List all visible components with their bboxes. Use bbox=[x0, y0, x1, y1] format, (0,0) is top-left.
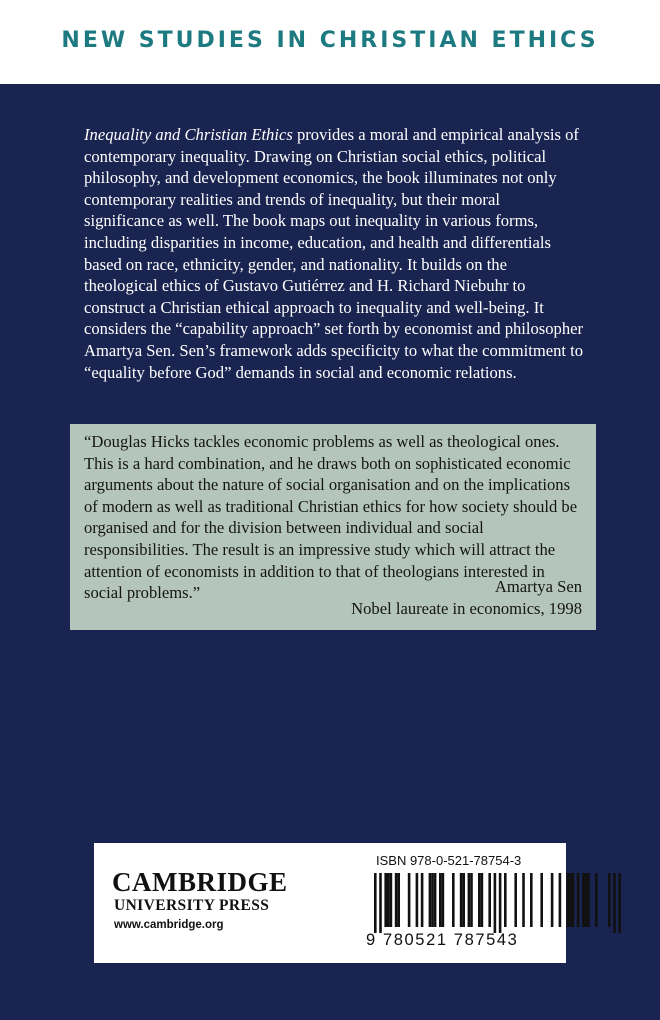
book-description bbox=[84, 124, 584, 383]
barcode-bar bbox=[559, 873, 562, 927]
barcode-bar bbox=[379, 873, 382, 933]
endorsement-box bbox=[70, 424, 596, 630]
barcode-bar bbox=[442, 873, 445, 927]
publisher-url: www.cambridge.org bbox=[114, 919, 224, 931]
endorser-name: Amartya Sen bbox=[494, 577, 582, 596]
barcode-bar bbox=[439, 873, 442, 927]
barcode-bar bbox=[613, 873, 616, 933]
barcode-bar bbox=[384, 873, 387, 927]
series-title: NEW STUDIES IN CHRISTIAN ETHICS bbox=[61, 27, 599, 53]
barcode-bar bbox=[416, 873, 419, 927]
barcode-bar bbox=[499, 873, 502, 933]
publisher-box bbox=[94, 843, 566, 963]
barcode-icon bbox=[374, 873, 632, 933]
barcode-bar bbox=[434, 873, 437, 927]
barcode-bar bbox=[522, 873, 525, 927]
barcode-bar bbox=[481, 873, 484, 927]
barcode-bar bbox=[460, 873, 463, 927]
barcode-digits: 9 780521 787543 bbox=[366, 931, 519, 949]
barcode-bar bbox=[504, 873, 507, 927]
barcode-bar bbox=[408, 873, 411, 927]
barcode-bar bbox=[468, 873, 471, 927]
barcode-bar bbox=[387, 873, 390, 927]
barcode-bar bbox=[462, 873, 465, 927]
endorser-role: Nobel laureate in economics, 1998 bbox=[351, 599, 582, 618]
barcode-bar bbox=[390, 873, 393, 927]
barcode-bar bbox=[577, 873, 580, 927]
barcode-bar bbox=[618, 873, 621, 933]
barcode-bar bbox=[608, 873, 611, 927]
description-text: provides a moral and empirical analysis of contemporary inequality. Drawing on Christian social ethics, political philosophy, and development economics, the book illuminates not only contemporary realities and trends of inequality, but their moral significance as well. The book maps out inequality in various forms, including disparities in income, education, and health and differentials based on race, ethnicity, gender, and nationality. It builds on the theological ethics of Gustavo Gutiérrez and H. Richard Niebuhr to construct a Christian ethical approach to inequality and well-being. It considers the “capability approach” set forth by economist and philosopher Amartya Sen. Sen’s framework adds specificity to what the commitment to “equality before God” demands in social and economic relations. bbox=[84, 125, 584, 382]
barcode-bar bbox=[429, 873, 432, 927]
barcode-bar bbox=[569, 873, 572, 927]
publisher-logo-press: UNIVERSITY PRESS bbox=[114, 897, 270, 914]
barcode-bar bbox=[582, 873, 585, 927]
barcode-bar bbox=[585, 873, 588, 927]
book-title: Inequality and Christian Ethics bbox=[84, 125, 293, 144]
publisher-logo-name: CAMBRIDGE bbox=[112, 867, 288, 897]
barcode-bar bbox=[595, 873, 598, 927]
barcode-bar bbox=[530, 873, 533, 927]
barcode-bar bbox=[540, 873, 543, 927]
barcode-bar bbox=[587, 873, 590, 927]
barcode-bar bbox=[431, 873, 434, 927]
endorsement-quote: “Douglas Hicks tackles economic problems as well as theological ones. This is a hard combination, and he draws both on sophisticated economic arguments about the nature of social organisation and on the implications of modern as well as traditional Christian ethics for how society should be organised and for the division between individual and social responsibilities. The result is an impressive study which will attract the attention of economists in addition to that of theologians interested in social problems.” bbox=[84, 432, 578, 603]
barcode-bar bbox=[551, 873, 554, 927]
series-header bbox=[0, 0, 660, 84]
barcode-bar bbox=[374, 873, 377, 933]
barcode-bar bbox=[397, 873, 400, 927]
barcode-bar bbox=[566, 873, 569, 927]
barcode-bar bbox=[421, 873, 424, 927]
isbn-label: ISBN 978-0-521-78754-3 bbox=[376, 853, 522, 868]
barcode-bar bbox=[488, 873, 491, 927]
barcode-bar bbox=[494, 873, 497, 933]
barcode-bar bbox=[470, 873, 473, 927]
barcode-bar bbox=[478, 873, 481, 927]
barcode-bar bbox=[395, 873, 398, 927]
barcode-bar bbox=[452, 873, 455, 927]
barcode-bar bbox=[514, 873, 517, 927]
barcode-bar bbox=[572, 873, 575, 927]
